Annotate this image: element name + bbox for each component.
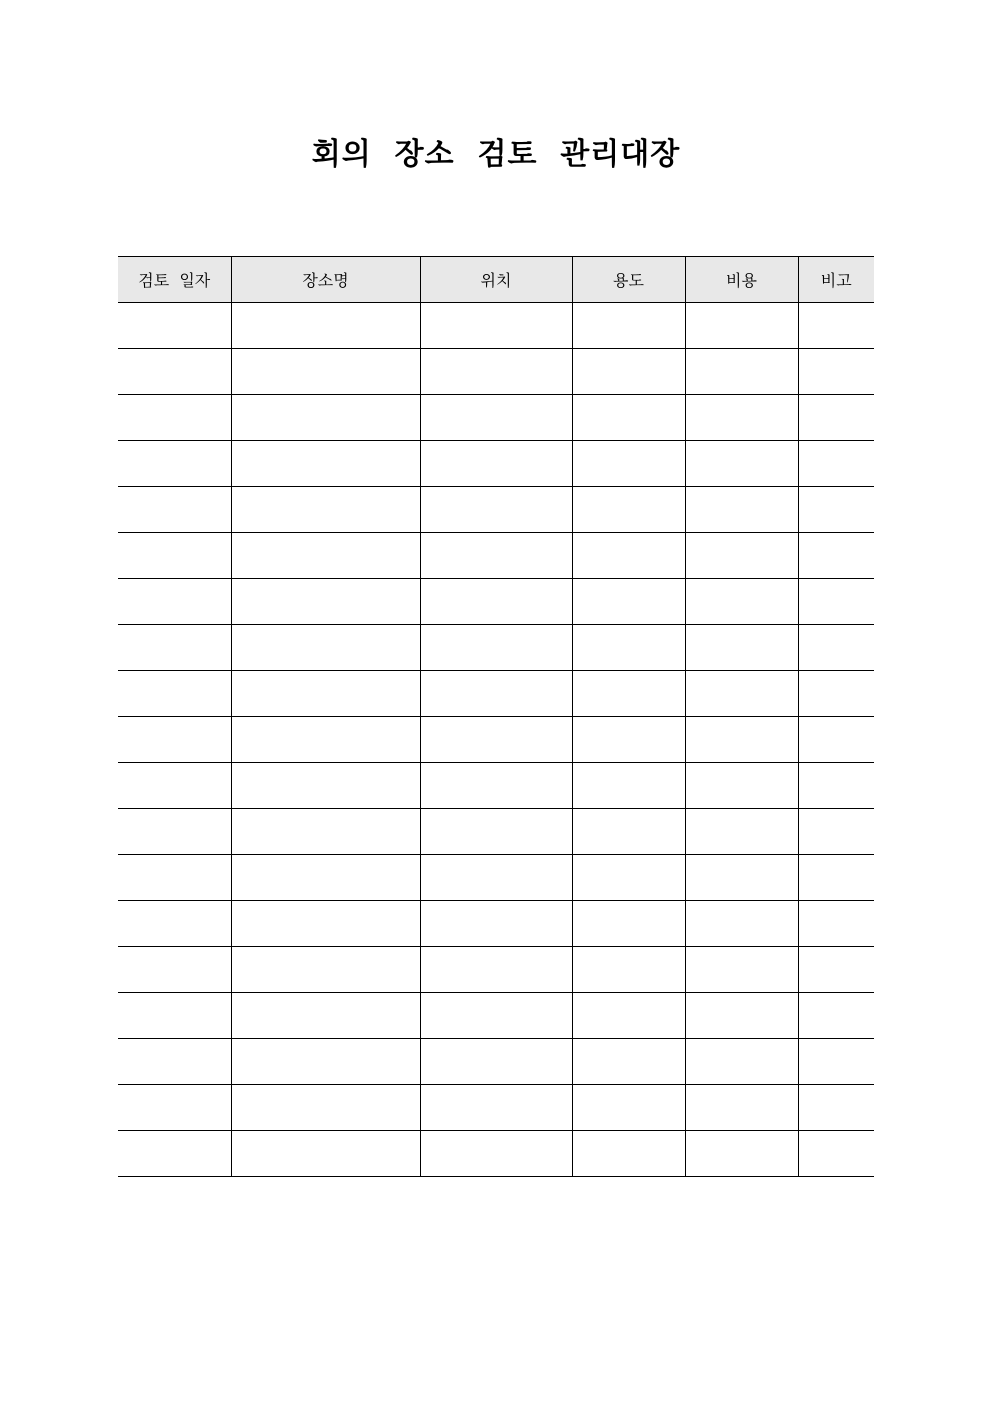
table-row (118, 579, 874, 625)
cell-review-date[interactable] (118, 1039, 231, 1085)
cell-cost[interactable] (685, 947, 798, 993)
cell-purpose[interactable] (572, 855, 685, 901)
cell-location[interactable] (420, 947, 572, 993)
cell-remarks[interactable] (798, 625, 874, 671)
cell-purpose[interactable] (572, 303, 685, 349)
cell-remarks[interactable] (798, 947, 874, 993)
cell-purpose[interactable] (572, 533, 685, 579)
cell-place-name[interactable] (231, 395, 420, 441)
cell-location[interactable] (420, 1131, 572, 1177)
cell-place-name[interactable] (231, 1039, 420, 1085)
table-row (118, 717, 874, 763)
cell-place-name[interactable] (231, 579, 420, 625)
table-row (118, 1085, 874, 1131)
cell-remarks[interactable] (798, 1085, 874, 1131)
cell-remarks[interactable] (798, 579, 874, 625)
cell-purpose[interactable] (572, 625, 685, 671)
review-register-table (118, 256, 874, 1177)
cell-purpose[interactable] (572, 901, 685, 947)
cell-purpose[interactable] (572, 1039, 685, 1085)
cell-location[interactable] (420, 395, 572, 441)
cell-purpose[interactable] (572, 349, 685, 395)
cell-place-name[interactable] (231, 349, 420, 395)
cell-cost[interactable] (685, 1039, 798, 1085)
cell-remarks[interactable] (798, 395, 874, 441)
table-row (118, 303, 874, 349)
cell-review-date[interactable] (118, 763, 231, 809)
cell-cost[interactable] (685, 993, 798, 1039)
cell-review-date[interactable] (118, 717, 231, 763)
cell-remarks[interactable] (798, 901, 874, 947)
cell-place-name[interactable] (231, 855, 420, 901)
cell-remarks[interactable] (798, 993, 874, 1039)
cell-location[interactable] (420, 901, 572, 947)
cell-cost[interactable] (685, 441, 798, 487)
cell-location[interactable] (420, 533, 572, 579)
cell-location[interactable] (420, 809, 572, 855)
cell-review-date[interactable] (118, 809, 231, 855)
cell-purpose[interactable] (572, 763, 685, 809)
cell-cost[interactable] (685, 855, 798, 901)
cell-place-name[interactable] (231, 533, 420, 579)
cell-review-date[interactable] (118, 625, 231, 671)
cell-purpose[interactable] (572, 1131, 685, 1177)
cell-remarks[interactable] (798, 1131, 874, 1177)
table-row (118, 1131, 874, 1177)
cell-place-name[interactable] (231, 441, 420, 487)
cell-location[interactable] (420, 993, 572, 1039)
table-row (118, 763, 874, 809)
cell-place-name[interactable] (231, 303, 420, 349)
cell-location[interactable] (420, 303, 572, 349)
cell-purpose[interactable] (572, 441, 685, 487)
table-row (118, 395, 874, 441)
cell-purpose[interactable] (572, 717, 685, 763)
cell-location[interactable] (420, 855, 572, 901)
cell-place-name[interactable] (231, 993, 420, 1039)
cell-remarks[interactable] (798, 487, 874, 533)
table-header-row (118, 257, 874, 303)
table-row (118, 441, 874, 487)
cell-review-date[interactable] (118, 901, 231, 947)
page-title: 회의 장소 검토 관리대장 (311, 137, 681, 172)
cell-location[interactable] (420, 1039, 572, 1085)
cell-remarks[interactable] (798, 671, 874, 717)
cell-cost[interactable] (685, 1085, 798, 1131)
cell-cost[interactable] (685, 671, 798, 717)
cell-cost[interactable] (685, 901, 798, 947)
cell-remarks[interactable] (798, 809, 874, 855)
table-row (118, 533, 874, 579)
table-row (118, 349, 874, 395)
cell-purpose[interactable] (572, 947, 685, 993)
table-row (118, 625, 874, 671)
cell-location[interactable] (420, 625, 572, 671)
table-row (118, 487, 874, 533)
cell-cost[interactable] (685, 1131, 798, 1177)
cell-place-name[interactable] (231, 901, 420, 947)
cell-location[interactable] (420, 671, 572, 717)
cell-place-name[interactable] (231, 671, 420, 717)
cell-place-name[interactable] (231, 763, 420, 809)
cell-location[interactable] (420, 717, 572, 763)
cell-cost[interactable] (685, 533, 798, 579)
cell-review-date[interactable] (118, 671, 231, 717)
cell-purpose[interactable] (572, 395, 685, 441)
cell-cost[interactable] (685, 395, 798, 441)
cell-place-name[interactable] (231, 1085, 420, 1131)
table-row (118, 855, 874, 901)
cell-location[interactable] (420, 349, 572, 395)
cell-review-date[interactable] (118, 1085, 231, 1131)
table-body (118, 303, 874, 1177)
table-row (118, 1039, 874, 1085)
cell-remarks[interactable] (798, 533, 874, 579)
header-cost: 비용 (685, 257, 798, 303)
cell-remarks[interactable] (798, 855, 874, 901)
cell-purpose[interactable] (572, 671, 685, 717)
table-row (118, 809, 874, 855)
cell-place-name[interactable] (231, 1131, 420, 1177)
table-row (118, 901, 874, 947)
cell-review-date[interactable] (118, 855, 231, 901)
cell-review-date[interactable] (118, 303, 231, 349)
cell-purpose[interactable] (572, 993, 685, 1039)
cell-cost[interactable] (685, 487, 798, 533)
cell-remarks[interactable] (798, 349, 874, 395)
header-place-name: 장소명 (231, 257, 420, 303)
cell-review-date[interactable] (118, 395, 231, 441)
cell-cost[interactable] (685, 717, 798, 763)
cell-cost[interactable] (685, 303, 798, 349)
cell-purpose[interactable] (572, 579, 685, 625)
cell-location[interactable] (420, 441, 572, 487)
cell-cost[interactable] (685, 809, 798, 855)
cell-place-name[interactable] (231, 625, 420, 671)
table-row (118, 671, 874, 717)
header-purpose: 용도 (572, 257, 685, 303)
table-row (118, 993, 874, 1039)
cell-remarks[interactable] (798, 441, 874, 487)
cell-place-name[interactable] (231, 809, 420, 855)
cell-location[interactable] (420, 579, 572, 625)
cell-purpose[interactable] (572, 809, 685, 855)
cell-review-date[interactable] (118, 487, 231, 533)
cell-review-date[interactable] (118, 993, 231, 1039)
cell-review-date[interactable] (118, 349, 231, 395)
cell-location[interactable] (420, 487, 572, 533)
cell-review-date[interactable] (118, 947, 231, 993)
cell-place-name[interactable] (231, 947, 420, 993)
cell-location[interactable] (420, 763, 572, 809)
cell-remarks[interactable] (798, 763, 874, 809)
header-remarks: 비고 (798, 257, 874, 303)
header-location: 위치 (420, 257, 572, 303)
cell-review-date[interactable] (118, 533, 231, 579)
cell-cost[interactable] (685, 763, 798, 809)
cell-purpose[interactable] (572, 487, 685, 533)
cell-location[interactable] (420, 1085, 572, 1131)
table-row (118, 947, 874, 993)
cell-cost[interactable] (685, 625, 798, 671)
cell-purpose[interactable] (572, 1085, 685, 1131)
cell-remarks[interactable] (798, 303, 874, 349)
cell-review-date[interactable] (118, 441, 231, 487)
cell-review-date[interactable] (118, 579, 231, 625)
cell-place-name[interactable] (231, 717, 420, 763)
cell-place-name[interactable] (231, 487, 420, 533)
cell-remarks[interactable] (798, 717, 874, 763)
cell-cost[interactable] (685, 579, 798, 625)
cell-cost[interactable] (685, 349, 798, 395)
cell-review-date[interactable] (118, 1131, 231, 1177)
cell-remarks[interactable] (798, 1039, 874, 1085)
header-review-date: 검토 일자 (118, 257, 231, 303)
